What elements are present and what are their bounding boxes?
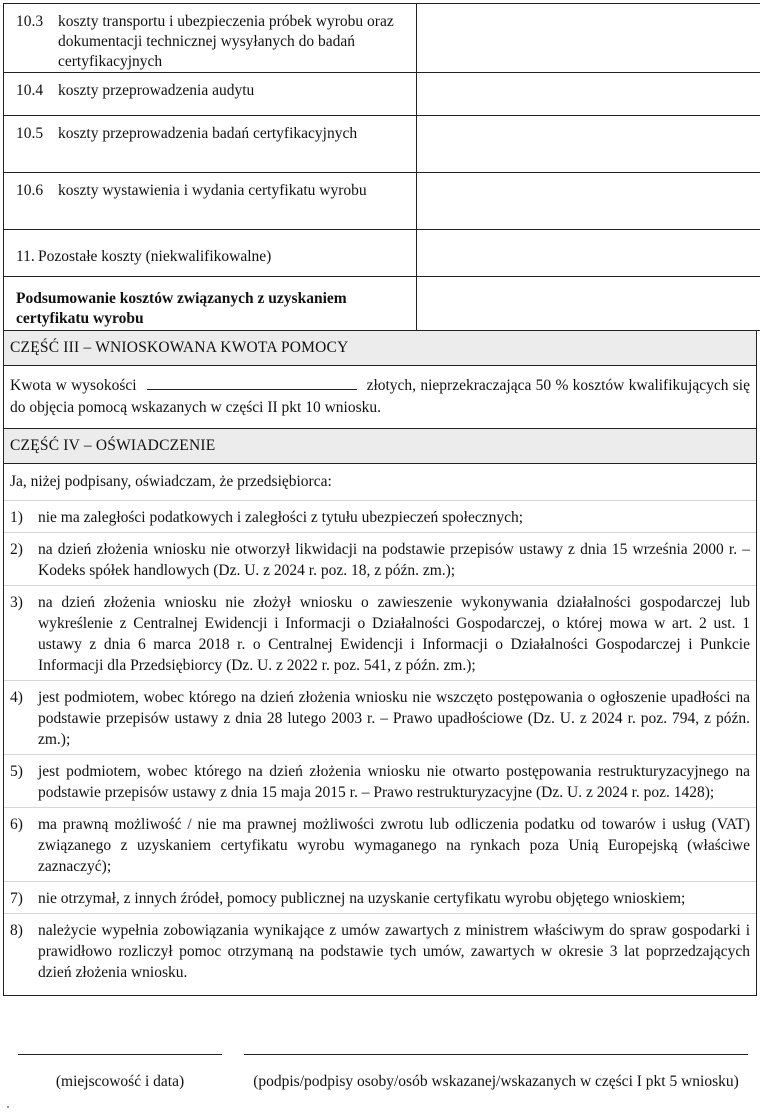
cost-row (4, 230, 760, 277)
declaration-item (4, 533, 756, 586)
place-date-line[interactable] (18, 1054, 222, 1055)
part-3-section (3, 331, 757, 429)
cost-row (4, 116, 760, 173)
declaration-text: nie otrzymał, z innych źródeł, pomocy publicznej na uzyskanie certyfikatu wyrobu objętego wnioskiem; (38, 890, 686, 907)
row-number: 10.4 (16, 82, 44, 99)
summary-row (4, 277, 760, 331)
declaration-number: 8) (10, 922, 23, 939)
declaration-item (4, 586, 756, 681)
cost-row (4, 4, 760, 73)
part-4-section (3, 429, 757, 996)
declaration-item (4, 808, 756, 882)
declaration-text: należycie wypełnia zobowiązania wynikające z umów zawartych z ministrem właściwym do spraw gospodarki i prawidłowo rozliczył pomoc otrzymaną na podstawie tych umów, zawartych w okresie 3 lat poprzedzających dzień złożenia wniosku. (38, 922, 750, 981)
declaration-text: na dzień złożenia wniosku nie otworzył likwidacji na podstawie przepisów ustawy z dnia 15 września 2000 r. – Kodeks spółek handlowych (Dz. U. z 2024 r. poz. 18, z późn. zm.); (38, 541, 750, 579)
signature-caption: (podpis/podpisy osoby/osób wskazanej/wskazanych w części I pkt 5 wniosku) (253, 1073, 739, 1090)
declaration-number: 4) (10, 689, 23, 706)
signature-line[interactable] (244, 1054, 748, 1055)
declaration-item (4, 501, 756, 533)
declaration-item (4, 882, 756, 914)
row-label: Pozostałe koszty (niekwalifikowalne) (38, 248, 272, 265)
summary-label: Podsumowanie kosztów związanych z uzyskaniem certyfikatu wyrobu (4, 277, 417, 331)
part-4-header: CZĘŚĆ IV – OŚWIADCZENIE (4, 429, 756, 464)
row-label: koszty przeprowadzenia audytu (58, 82, 255, 99)
summary-value-cell[interactable] (417, 277, 760, 331)
cost-value-cell[interactable] (417, 4, 760, 73)
declaration-number: 7) (10, 890, 23, 907)
part-3-header: CZĘŚĆ III – WNIOSKOWANA KWOTA POMOCY (4, 331, 756, 366)
cost-value-cell[interactable] (417, 230, 760, 277)
amount-text-before: Kwota w wysokości (10, 377, 137, 394)
cost-row (4, 173, 760, 230)
row-label: koszty wystawienia i wydania certyfikatu wyrobu (58, 182, 367, 199)
declaration-number: 5) (10, 763, 23, 780)
cost-value-cell[interactable] (417, 116, 760, 173)
page-mark (7, 1106, 9, 1108)
declaration-item (4, 681, 756, 755)
declaration-number: 3) (10, 594, 23, 611)
amount-text-after: złotych, nieprzekraczająca 50 % kosztów kwalifikujących się do objęcia pomocą wskazanych w części II pkt 10 wniosku. (10, 377, 750, 416)
cost-value-cell[interactable] (417, 173, 760, 230)
row-label: koszty transportu i ubezpieczenia próbek wyrobu oraz dokumentacji technicznej wysyłanych do badań certyfikacyjnych (58, 13, 394, 70)
place-date-caption: (miejscowość i data) (55, 1073, 185, 1090)
cost-value-cell[interactable] (417, 73, 760, 116)
declaration-number: 6) (10, 816, 23, 833)
declaration-text: jest podmiotem, wobec którego na dzień złożenia wniosku nie wszczęto postępowania o ogłoszenie upadłości na podstawie przepisów ustawy z dnia 28 lutego 2003 r. – Prawo upadłościowe (Dz. U. z 2024 r. poz. 794, z późn. zm.); (38, 689, 750, 748)
costs-table (3, 3, 760, 331)
declaration-intro: Ja, niżej podpisany, oświadczam, że przedsiębiorca: (4, 464, 756, 501)
declaration-item (4, 914, 756, 995)
declaration-text: nie ma zaległości podatkowych i zaległości z tytułu ubezpieczeń społecznych; (38, 509, 524, 526)
application-form (3, 3, 757, 996)
row-number: 11. (16, 248, 35, 265)
declaration-item (4, 755, 756, 808)
row-label: koszty przeprowadzenia badań certyfikacyjnych (58, 125, 358, 142)
amount-field[interactable] (147, 375, 357, 390)
row-number: 10.6 (16, 182, 44, 199)
declaration-number: 1) (10, 509, 23, 526)
declaration-number: 2) (10, 541, 23, 558)
declaration-list (4, 501, 756, 995)
row-number: 10.3 (16, 13, 44, 30)
declaration-text: na dzień złożenia wniosku nie złożył wniosku o zawieszenie wykonywania działalności gospodarczej lub wykreślenie z Centralnej Ewidencji i Informacji o Działalności Gospodarczej, o której mowa w art. 2 ust. 1 ustawy z dnia 6 marca 2018 r. o Centralnej Ewidencji i Informacji o Działalności Gospodarczej i Punkcie Informacji dla Przedsiębiorcy (Dz. U. z 2022 r. poz. 541, z późn. zm.); (38, 594, 750, 674)
declaration-text: jest podmiotem, wobec którego na dzień złożenia wniosku nie otwarto postępowania restrukturyzacyjnego na podstawie przepisów ustawy z dnia 15 maja 2015 r. – Prawo restrukturyzacyjne (Dz. U. z 2024 r. poz. 1428); (38, 763, 750, 801)
row-number: 10.5 (16, 125, 44, 142)
amount-statement (4, 366, 756, 428)
cost-row (4, 73, 760, 116)
declaration-text: ma prawną możliwość / nie ma prawnej możliwości zwrotu lub odliczenia podatku od towarów i usług (VAT) związanego z uzyskaniem certyfikatu wyrobu wymaganego na rynkach poza Unią Europejską (właściwe zaznaczyć); (38, 816, 750, 875)
